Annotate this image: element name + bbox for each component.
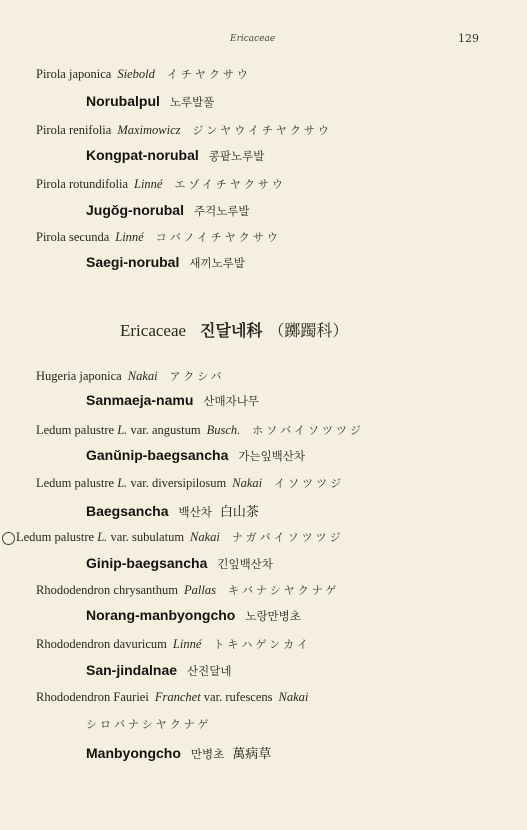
entry-latin-line: Ledum palustre L. var. diversipilosum Nakai イソツツジ (36, 476, 345, 490)
entry-latin-line: Rhododendron Fauriei Franchet var. rufescens Nakai (36, 690, 309, 704)
entry-latin-line: Hugeria japonica Nakai アクシバ (36, 369, 225, 383)
entry-latin-line: Pirola rotundifolia Linné エゾイチヤクサウ (36, 177, 286, 191)
entry-korean-line: Baegsancha 백산차 白山茶 (86, 503, 259, 520)
entry-korean-line: Saegi-norubal 새끼노루발 (86, 254, 245, 270)
entry-korean-line: San-jindalnae 산진달네 (86, 662, 232, 678)
section-heading: Ericaceae 진달네科 （躑躅科） (120, 321, 349, 340)
entry-latin-line: Pirola secunda Linné コバノイチヤクサウ (36, 230, 281, 244)
running-header-title: Ericaceae (230, 34, 276, 44)
entry-latin-line: Rhododendron davuricum Linné トキハゲンカイ (36, 637, 311, 651)
entry-korean-line: Ginip-baegsancha 긴잎백산차 (86, 555, 273, 571)
entry-korean-line: Manbyongcho 만병초 萬病草 (86, 745, 272, 762)
entry-korean-line: Norubalpul 노루발풀 (86, 93, 215, 109)
entry-kana-line: シロバナシヤクナゲ (86, 718, 212, 731)
entry-korean-line: Ganŭnip-baegsancha 가는잎백산차 (86, 447, 306, 463)
margin-circle-mark (2, 532, 15, 545)
entry-latin-line: Ledum palustre L. var. subulatum Nakai ナガバイソツツジ (16, 530, 344, 544)
entry-korean-line: Kongpat-norubal 콩팥노루발 (86, 147, 265, 163)
entry-latin-line: Ledum palustre L. var. angustum Busch. ホソバイソツツジ (36, 423, 365, 437)
entry-latin-line: Pirola renifolia Maximowicz ジンヤウイチヤクサウ (36, 123, 332, 137)
entry-korean-line: Jugŏg-norubal 주걱노루발 (86, 202, 250, 218)
page-number: 129 (458, 32, 479, 45)
entry-korean-line: Norang-manbyongcho 노랑만병초 (86, 607, 301, 623)
entry-latin-line: Pirola japonica Siebold イチヤクサウ (36, 67, 251, 81)
entry-korean-line: Sanmaeja-namu 산매자나무 (86, 392, 259, 408)
entry-latin-line: Rhododendron chrysanthum Pallas キバナシヤクナゲ (36, 583, 340, 597)
